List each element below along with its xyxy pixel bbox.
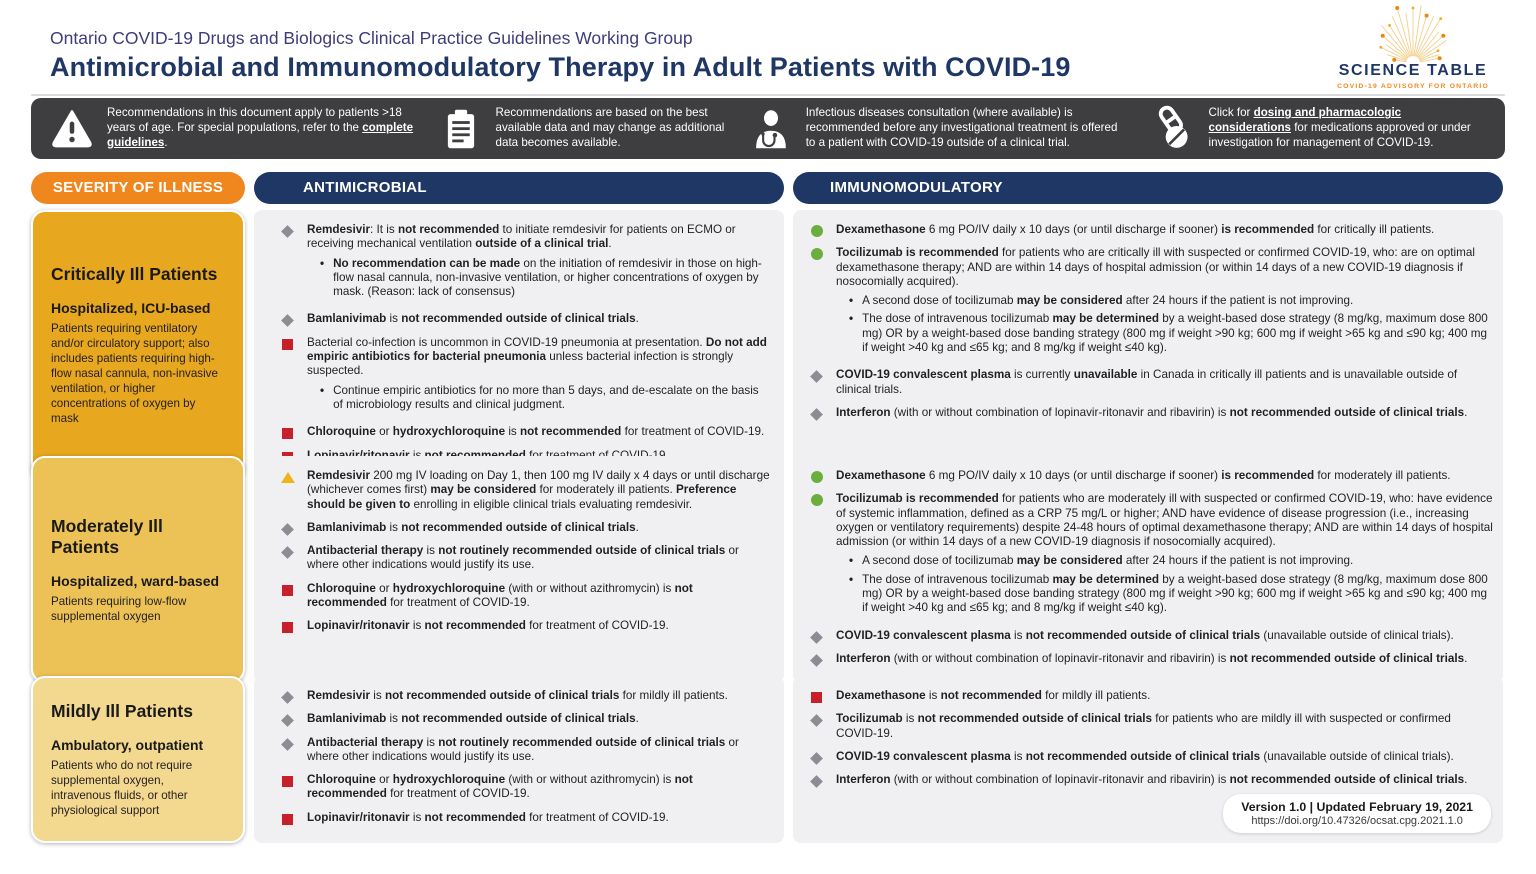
- sub-recommendation-item: [849, 294, 1493, 308]
- banner-text: Infectious diseases consultation (where available) is recommended before any investigational treatment is offered to a patient with COVID-19 outside of a clinical trial.: [805, 106, 1118, 149]
- emphasis-text: COVID-19 convalescent plasma: [836, 628, 1011, 642]
- emphasis-text: COVID-19 convalescent plasma: [836, 749, 1011, 763]
- emphasis-text: may be determined: [1052, 312, 1159, 326]
- sub-recommendation-item: [849, 573, 1493, 616]
- sub-recommendation-list: [320, 384, 770, 413]
- severity-card-critical: [31, 210, 245, 480]
- diamond-marker-icon: [280, 312, 295, 326]
- emphasis-text: not routinely recommended outside of clinical trials: [438, 735, 726, 749]
- diamond-marker-icon: [280, 544, 295, 573]
- sub-recommendation-item: [320, 257, 770, 300]
- alert-icon: [51, 106, 93, 152]
- diamond-marker-icon: [809, 773, 824, 787]
- emphasis-text: Antibacterial therapy: [307, 735, 424, 749]
- square-marker-icon: [280, 425, 295, 439]
- banner-item-consultation: [738, 106, 1141, 152]
- emphasis-text: hydroxychloroquine: [392, 773, 506, 787]
- recommendation-text: COVID-19 convalescent plasma is not recommended outside of clinical trials (unavailable outside of clinical trials).: [836, 628, 1454, 642]
- square-marker-icon: [280, 582, 295, 611]
- recommendation-item: [280, 336, 770, 416]
- recommendation-text: Antibacterial therapy is not routinely recommended outside of clinical trials or where other indications would justify its use.: [307, 544, 739, 572]
- recommendation-text: Interferon (with or without combination of lopinavir-ritonavir and ribavirin) is not recommended outside of clinical trials.: [836, 773, 1468, 787]
- clipboard-icon: [440, 106, 482, 152]
- emphasis-text: Dexamethasone: [836, 689, 926, 702]
- recommendation-item: [280, 582, 770, 611]
- severity-column-header: SEVERITY OF ILLNESS: [31, 172, 245, 204]
- sub-recommendation-text: Continue empiric antibiotics for no more than 5 days, and de-escalate on the basis of microbiology results and clinical judgment.: [333, 383, 759, 411]
- emphasis-text: outside of a clinical trial: [475, 237, 609, 251]
- row-moderately-ill: [31, 456, 1505, 668]
- recommendation-list: [809, 469, 1493, 666]
- emphasis-text: is recommended: [1221, 223, 1315, 236]
- circle-marker-icon: [809, 246, 824, 359]
- recommendation-item: [809, 246, 1493, 359]
- square-marker-icon: [280, 336, 295, 416]
- recommendation-text: Tocilizumab is recommended for patients who are critically ill with suspected or confirmed COVID-19, who: are on optimal dexamethasone therapy; AND are within 14 days of hospital admission (or within 14 days of a new COVID-19 diagnosis if nosocomially acquired). • A second dose of tocilizumab may be considered after 24 hours if the patient is not improving. • The dose of intravenous tocilizumab may be determined by a weight-based dose strategy (8 mg/kg, maximum dose 800 mg) OR by a weight-based dose banding strategy (800 mg if weight >90 kg; 600 mg if weight >65 kg and ≤90 kg; 400 mg if weight >40 kg and ≤65 kg; and 8 mg/kg if weight ≤40 kg).: [836, 246, 1493, 359]
- square-marker-icon: [809, 689, 824, 703]
- emphasis-text: Remdesivir: [307, 223, 371, 236]
- recommendation-item: [280, 736, 770, 765]
- row-critically-ill: [31, 210, 1505, 448]
- banner-item-population: [39, 106, 428, 152]
- sub-recommendation-text: The dose of intravenous tocilizumab may be determined by a weight-based dose strategy (8 mg/kg, maximum dose 800 mg) OR by a weight-based dose banding strategy (800 mg if weight >90 kg; 600 mg if weight >65 kg and ≤90 kg; 400 mg if weight >40 kg and ≤65 kg; and 8 mg/kg if weight ≤40 kg).: [862, 312, 1488, 355]
- immunomodulatory-panel-mild: [793, 676, 1503, 843]
- pills-icon[interactable]: [1153, 106, 1195, 152]
- banner-item-dosing: [1141, 106, 1497, 152]
- bullet-dot-icon: •: [320, 383, 325, 397]
- emphasis-text: COVID-19 convalescent plasma: [836, 368, 1011, 382]
- header-divider: [31, 94, 1505, 96]
- diamond-marker-icon: [809, 406, 824, 420]
- doi-link[interactable]: https://doi.org/10.47326/ocsat.cpg.2021.1.0: [1251, 815, 1463, 827]
- bullet-dot-icon: •: [849, 554, 854, 568]
- recommendation-item: [280, 469, 770, 512]
- page-title: Antimicrobial and Immunomodulatory Therapy in Adult Patients with COVID-19: [50, 52, 1071, 82]
- emphasis-text: Chloroquine: [307, 581, 376, 595]
- doctor-icon: [750, 106, 792, 152]
- diamond-marker-icon: [280, 736, 295, 765]
- emphasis-text: Do not add empiric antibiotics for bacterial pneumonia: [307, 335, 767, 364]
- severity-subtitle: Ambulatory, outpatient: [51, 736, 204, 753]
- recommendation-item: [280, 223, 770, 303]
- emphasis-text: No recommendation can be made: [333, 256, 521, 270]
- sub-recommendation-item: [849, 312, 1493, 355]
- square-marker-icon: [280, 811, 295, 825]
- column-headers: [31, 172, 1505, 204]
- row-mildly-ill: [31, 676, 1505, 843]
- square-marker-icon: [280, 619, 295, 633]
- circle-marker-icon: [809, 469, 824, 483]
- recommendation-item: [280, 689, 770, 703]
- recommendation-list: [809, 223, 1493, 420]
- severity-description: Patients who do not require supplemental oxygen, intravenous fluids, or other physiological support: [51, 758, 193, 818]
- recommendation-list: [280, 469, 770, 634]
- sub-recommendation-list: [320, 257, 770, 300]
- emphasis-text: not recommended outside of clinical trials: [1025, 628, 1261, 642]
- diamond-marker-icon: [809, 712, 824, 741]
- antimicrobial-panel-mild: [254, 676, 784, 843]
- recommendation-text: Dexamethasone 6 mg PO/IV daily x 10 days (or until discharge if sooner) is recommended for moderately ill patients.: [836, 469, 1451, 482]
- recommendation-text: Remdesivir: It is not recommended to initiate remdesivir for patients on ECMO or receiving mechanical ventilation outside of a clinical trial. • No recommendation can be made on the initiation of remdesivir in those on high-flow nasal cannula, non-invasive ventilation, or higher concentrations of oxygen by mask. (Reason: lack of consensus): [307, 223, 770, 303]
- emphasis-text: may be considered: [430, 483, 537, 497]
- emphasis-text: not recommended outside of clinical trials: [1229, 773, 1465, 787]
- antimicrobial-panel-moderate: [254, 456, 784, 683]
- sub-recommendation-item: [849, 554, 1493, 568]
- recommendation-item: [280, 312, 770, 326]
- emphasis-text: Lopinavir/ritonavir: [307, 619, 410, 633]
- diamond-marker-icon: [280, 223, 295, 303]
- banner-text: Recommendations are based on the best available data and may change as additional data becomes available.: [495, 106, 725, 149]
- emphasis-text: Remdesivir: [307, 469, 371, 482]
- diamond-marker-icon: [809, 652, 824, 666]
- sub-recommendation-text: No recommendation can be made on the initiation of remdesivir in those on high-flow nasal cannula, non-invasive ventilation, or higher concentrations of oxygen by mask. (Reason: lack of consensus): [333, 256, 762, 299]
- diamond-marker-icon: [809, 629, 824, 643]
- recommendation-text: COVID-19 convalescent plasma is not recommended outside of clinical trials (unavailable outside of clinical trials).: [836, 749, 1454, 763]
- severity-description: Patients requiring ventilatory and/or circulatory support; also includes patients requiring high-flow nasal cannula, non-invasive ventilation, or higher concentrations of oxygen by mask: [51, 321, 218, 426]
- banner-text: Click for dosing and pharmacologic considerations for medications approved or under investigation for management of COVID-19.: [1208, 106, 1471, 149]
- working-group-subtitle: Ontario COVID-19 Drugs and Biologics Clinical Practice Guidelines Working Group: [50, 28, 693, 48]
- recommendation-text: Bamlanivimab is not recommended outside of clinical trials.: [307, 712, 639, 726]
- info-banner: [31, 98, 1505, 159]
- banner-text: Recommendations in this document apply to patients >18 years of age. For special populations, refer to the complete guidelines.: [107, 106, 414, 149]
- emphasis-text: not recommended: [940, 689, 1042, 702]
- recommendation-text: Bamlanivimab is not recommended outside of clinical trials.: [307, 520, 639, 534]
- emphasis-text: Interferon: [836, 773, 891, 787]
- severity-card-mild: [31, 676, 245, 843]
- emphasis-text: not recommended outside of clinical trials: [1229, 651, 1465, 665]
- severity-title: Critically Ill Patients: [51, 263, 218, 284]
- recommendation-list: [809, 689, 1493, 787]
- recommendation-item: [809, 712, 1493, 741]
- emphasis-text: Chloroquine: [307, 773, 376, 787]
- sub-recommendation-list: [849, 294, 1493, 355]
- banner-item-evidence: [428, 106, 738, 152]
- inline-link[interactable]: complete guidelines: [107, 121, 414, 149]
- emphasis-text: not recommended outside of clinical trials: [401, 312, 636, 326]
- recommendation-item: [280, 544, 770, 573]
- recommendation-item: [809, 629, 1493, 643]
- recommendation-item: [809, 492, 1493, 619]
- recommendation-text: Bacterial co-infection is uncommon in COVID-19 pneumonia at presentation. Do not add empiric antibiotics for bacterial pneumonia unless bacterial infection is strongly suspected. • Continue empiric antibiotics for no more than 5 days, and de-escalate on the basis of microbiology results and clinical judgment.: [307, 336, 770, 416]
- recommendation-item: [809, 406, 1493, 420]
- emphasis-text: may be considered: [1016, 554, 1123, 568]
- emphasis-text: not recommended outside of clinical trials: [401, 712, 636, 726]
- severity-title: Moderately Ill Patients: [51, 515, 163, 557]
- severity-description: Patients requiring low-flow supplemental oxygen: [51, 594, 187, 623]
- severity-subtitle: Hospitalized, ICU-based: [51, 299, 211, 316]
- emphasis-text: Chloroquine: [307, 425, 376, 439]
- science-table-logo: [1337, 6, 1489, 90]
- bullet-dot-icon: •: [320, 256, 325, 270]
- emphasis-text: Dexamethasone: [836, 223, 926, 236]
- recommendation-text: Interferon (with or without combination of lopinavir-ritonavir and ribavirin) is not recommended outside of clinical trials.: [836, 405, 1468, 419]
- circle-marker-icon: [809, 492, 824, 619]
- emphasis-text: Tocilizumab is recommended: [836, 246, 999, 260]
- starburst-icon: [1343, 6, 1483, 66]
- recommendation-item: [809, 223, 1493, 237]
- emphasis-text: Bamlanivimab: [307, 712, 387, 726]
- emphasis-text: Tocilizumab: [836, 712, 903, 726]
- diamond-marker-icon: [809, 750, 824, 764]
- emphasis-text: may be determined: [1052, 572, 1159, 586]
- emphasis-text: Bamlanivimab: [307, 312, 387, 326]
- recommendation-item: [809, 368, 1493, 397]
- emphasis-text: hydroxychloroquine: [392, 425, 506, 439]
- recommendation-text: Dexamethasone is not recommended for mildly ill patients.: [836, 689, 1151, 702]
- emphasis-text: not recommended outside of clinical trials: [1025, 749, 1261, 763]
- diamond-marker-icon: [809, 368, 824, 397]
- bullet-dot-icon: •: [849, 572, 854, 586]
- logo-tagline: COVID-19 ADVISORY FOR ONTARIO: [1337, 83, 1489, 90]
- recommendation-text: Dexamethasone 6 mg PO/IV daily x 10 days (or until discharge if sooner) is recommended for critically ill patients.: [836, 223, 1435, 236]
- circle-marker-icon: [809, 223, 824, 237]
- bullet-dot-icon: •: [849, 294, 854, 308]
- recommendation-text: Lopinavir/ritonavir is not recommended for treatment of COVID-19.: [307, 619, 669, 633]
- emphasis-text: not recommended outside of clinical trials: [1229, 405, 1465, 419]
- triangle-marker-icon: [280, 469, 295, 512]
- recommendation-text: Lopinavir/ritonavir is not recommended for treatment of COVID-19.: [307, 810, 669, 824]
- recommendation-list: [280, 223, 770, 463]
- inline-link[interactable]: dosing and pharmacologic considerations: [1208, 106, 1402, 135]
- emphasis-text: hydroxychloroquine: [392, 581, 506, 595]
- emphasis-text: is recommended: [1221, 469, 1315, 482]
- recommendation-text: Chloroquine or hydroxychloroquine is not recommended for treatment of COVID-19.: [307, 425, 765, 439]
- recommendation-item: [809, 652, 1493, 666]
- emphasis-text: Interferon: [836, 651, 891, 665]
- recommendation-item: [809, 689, 1493, 703]
- emphasis-text: Remdesivir: [307, 689, 371, 702]
- recommendation-item: [280, 712, 770, 726]
- emphasis-text: unavailable: [1073, 368, 1138, 382]
- recommendation-text: COVID-19 convalescent plasma is currently unavailable in Canada in critically ill patients and is unavailable outside of clinical trials.: [836, 368, 1458, 396]
- recommendation-item: [809, 750, 1493, 764]
- square-marker-icon: [280, 773, 295, 802]
- emphasis-text: not recommended: [307, 773, 693, 801]
- recommendation-item: [280, 425, 770, 439]
- recommendation-text: Chloroquine or hydroxychloroquine (with or without azithromycin) is not recommended for treatment of COVID-19.: [307, 581, 693, 610]
- antimicrobial-column-header: ANTIMICROBIAL: [254, 172, 784, 204]
- recommendation-text: Remdesivir 200 mg IV loading on Day 1, then 100 mg IV daily x 4 days or until discharge (whichever comes first) may be considered for moderately ill patients. Preference should be given to enrolling in eligible clinical trials evaluating remdesivir.: [307, 469, 770, 511]
- version-badge: [1223, 794, 1491, 833]
- immunomodulatory-column-header: IMMUNOMODULATORY: [793, 172, 1503, 204]
- recommendation-text: Tocilizumab is recommended for patients who are moderately ill with suspected or confirmed COVID-19, who: have evidence of systemic inflammation, defined as a CRP 75 mg/L or higher; AND have evidence of disease progression (i.e., increasing oxygen or ventilatory requirements) despite 24-48 hours of optimal dexamethasone therapy; AND are within 14 days of hospital admission (or within 14 days of a new COVID-19 diagnosis if nosocomially acquired). • A second dose of tocilizumab may be considered after 24 hours if the patient is not improving. • The dose of intravenous tocilizumab may be determined by a weight-based dose strategy (8 mg/kg, maximum dose 800 mg) OR by a weight-based dose banding strategy (800 mg if weight >90 kg; 600 mg if weight >65 kg and ≤90 kg; 400 mg if weight >40 kg and ≤65 kg; and 8 mg/kg if weight ≤40 kg).: [836, 492, 1493, 615]
- recommendation-item: [280, 619, 770, 633]
- recommendation-item: [809, 469, 1493, 483]
- emphasis-text: not recommended outside of clinical trials: [401, 520, 636, 534]
- emphasis-text: Preference should be given to: [307, 483, 737, 511]
- recommendation-text: Chloroquine or hydroxychloroquine (with or without azithromycin) is not recommended for treatment of COVID-19.: [307, 773, 693, 801]
- immunomodulatory-panel-critical: [793, 210, 1503, 480]
- version-text: Version 1.0 | Updated February 19, 2021: [1241, 800, 1473, 814]
- emphasis-text: Bamlanivimab: [307, 520, 387, 534]
- sub-recommendation-text: A second dose of tocilizumab may be considered after 24 hours if the patient is not improving.: [862, 294, 1354, 308]
- bullet-dot-icon: •: [849, 312, 854, 326]
- diamond-marker-icon: [280, 712, 295, 726]
- antimicrobial-panel-critical: [254, 210, 784, 480]
- emphasis-text: Lopinavir/ritonavir: [307, 810, 410, 824]
- diamond-marker-icon: [280, 521, 295, 535]
- emphasis-text: Interferon: [836, 405, 891, 419]
- recommendation-list: [280, 689, 770, 825]
- recommendation-item: [280, 811, 770, 825]
- recommendation-text: Bamlanivimab is not recommended outside of clinical trials.: [307, 312, 639, 326]
- recommendation-item: [809, 773, 1493, 787]
- emphasis-text: not routinely recommended outside of clinical trials: [438, 544, 726, 558]
- recommendation-text: Interferon (with or without combination of lopinavir-ritonavir and ribavirin) is not recommended outside of clinical trials.: [836, 651, 1468, 665]
- sub-recommendation-text: The dose of intravenous tocilizumab may be determined by a weight-based dose strategy (8 mg/kg, maximum dose 800 mg) OR by a weight-based dose banding strategy (800 mg if weight >90 kg; 600 mg if weight >65 kg and ≤90 kg; 400 mg if weight >40 kg and ≤65 kg; and 8 mg/kg if weight ≤40 kg).: [862, 572, 1488, 615]
- emphasis-text: not recommended outside of clinical trials: [384, 689, 620, 702]
- emphasis-text: Antibacterial therapy: [307, 544, 424, 558]
- recommendation-text: Tocilizumab is not recommended outside of clinical trials for patients who are mildly ill with suspected or confirmed COVID-19.: [836, 712, 1451, 740]
- emphasis-text: not recommended: [424, 619, 526, 633]
- sub-recommendation-text: A second dose of tocilizumab may be considered after 24 hours if the patient is not improving.: [862, 554, 1354, 568]
- recommendation-item: [280, 773, 770, 802]
- emphasis-text: not recommended: [307, 581, 693, 610]
- severity-card-moderate: [31, 456, 245, 683]
- emphasis-text: may be considered: [1016, 294, 1123, 308]
- severity-title: Mildly Ill Patients: [51, 700, 193, 721]
- emphasis-text: Tocilizumab is recommended: [836, 492, 999, 506]
- immunomodulatory-panel-moderate: [793, 456, 1503, 683]
- emphasis-text: not recommended: [397, 223, 500, 236]
- diamond-marker-icon: [280, 689, 295, 703]
- logo-name: SCIENCE TABLE: [1338, 62, 1488, 79]
- sub-recommendation-item: [320, 384, 770, 413]
- emphasis-text: not recommended outside of clinical trials: [917, 712, 1153, 726]
- emphasis-text: not recommended: [424, 810, 526, 824]
- recommendation-text: Remdesivir is not recommended outside of clinical trials for mildly ill patients.: [307, 689, 728, 702]
- recommendation-item: [280, 521, 770, 535]
- emphasis-text: not recommended: [520, 425, 622, 439]
- page-header: [31, 0, 1505, 94]
- emphasis-text: Dexamethasone: [836, 469, 926, 482]
- severity-subtitle: Hospitalized, ward-based: [51, 572, 220, 589]
- sub-recommendation-list: [849, 554, 1493, 615]
- recommendation-text: Antibacterial therapy is not routinely recommended outside of clinical trials or where other indications would justify its use.: [307, 735, 739, 763]
